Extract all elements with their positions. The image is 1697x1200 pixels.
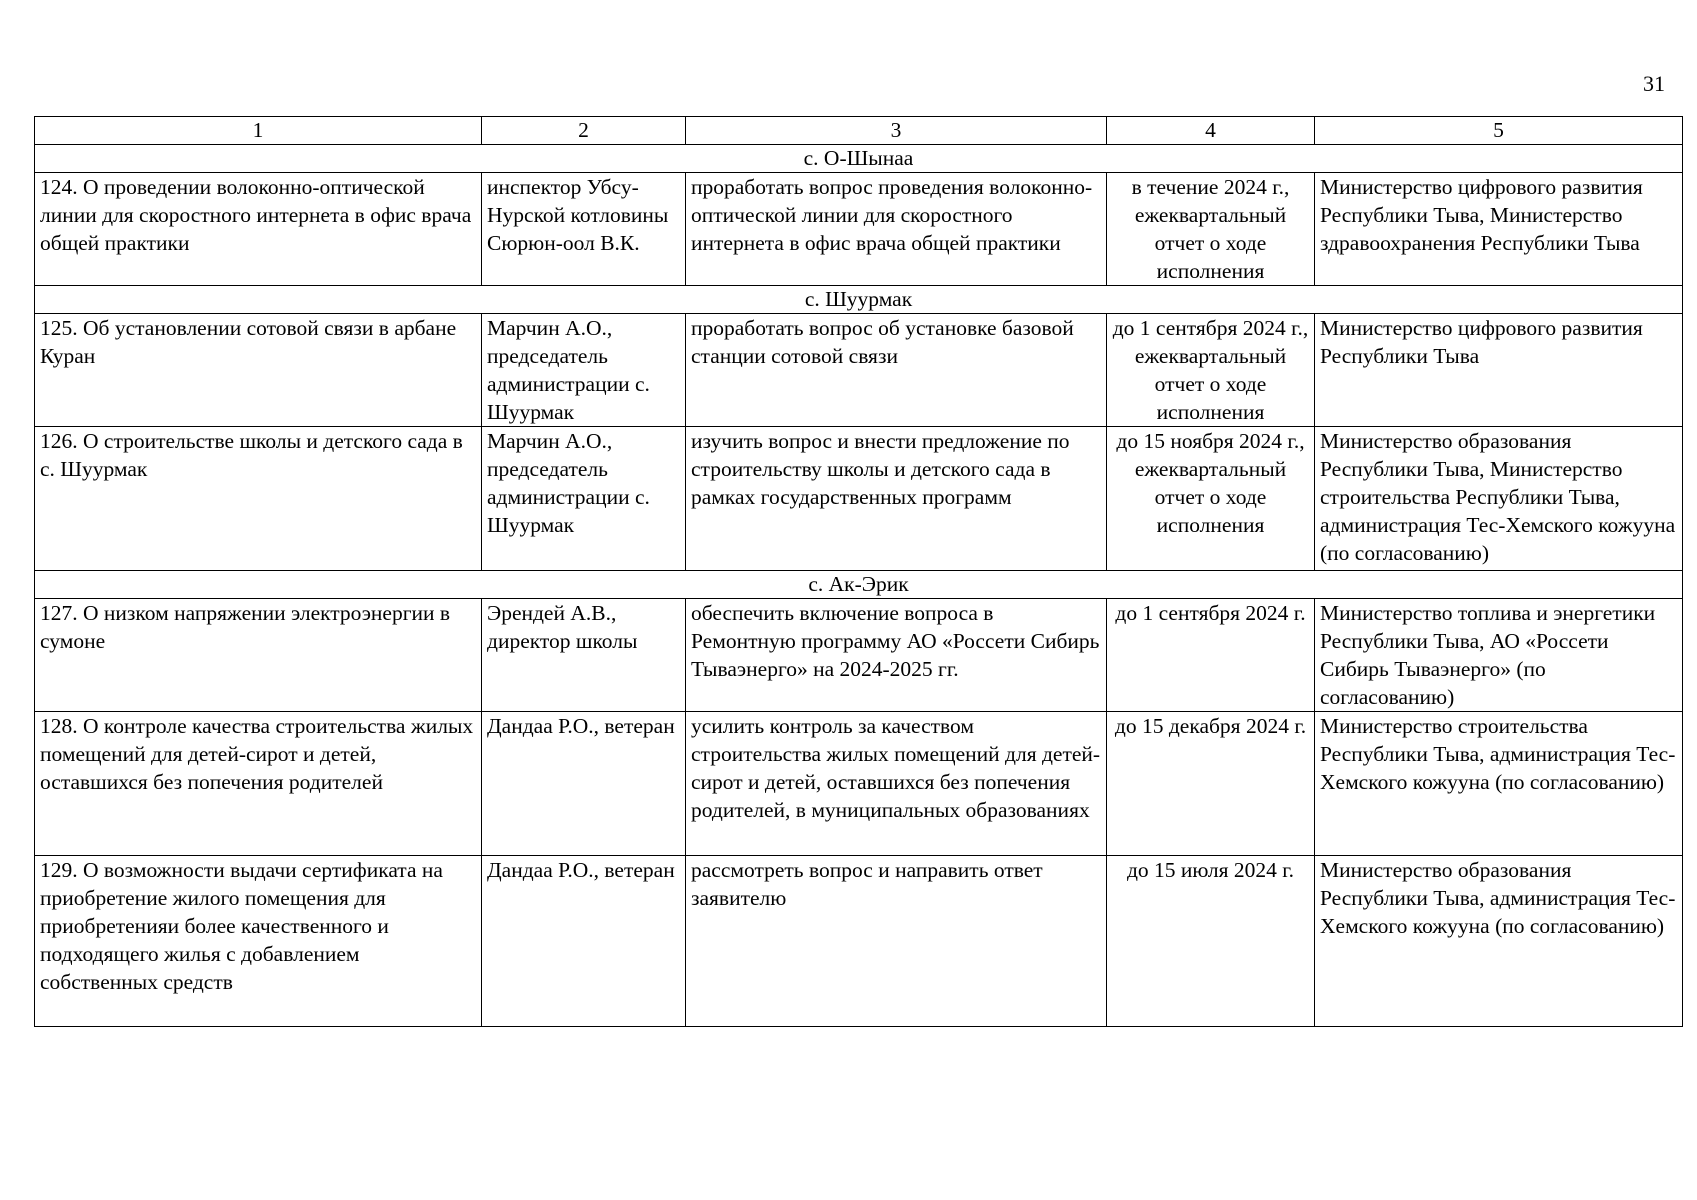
table-row: [35, 856, 1683, 1027]
deadline-cell: до 15 июля 2024 г.: [1107, 856, 1315, 1027]
column-header: 5: [1315, 117, 1683, 145]
action-cell: проработать вопрос об установке базовой станции сотовой связи: [686, 314, 1107, 427]
column-header: 2: [482, 117, 686, 145]
deadline-cell: в течение 2024 г., ежеквартальный отчет о ходе исполнения: [1107, 173, 1315, 286]
topic-cell: 126. О строительстве школы и детского сада в с. Шуурмак: [35, 427, 482, 571]
section-row: [35, 571, 1683, 599]
deadline-cell: до 15 ноября 2024 г., ежеквартальный отчет о ходе исполнения: [1107, 427, 1315, 571]
column-header: 1: [35, 117, 482, 145]
column-header: 4: [1107, 117, 1315, 145]
responsible-cell: Министерство строительства Республики Тыва, администрация Тес-Хемского кожууна (по согласованию): [1315, 712, 1683, 856]
table-row: [35, 173, 1683, 286]
page-number: 31: [1643, 71, 1665, 96]
responsible-cell: Министерство образования Республики Тыва, администрация Тес-Хемского кожууна (по согласованию): [1315, 856, 1683, 1027]
table-row: [35, 427, 1683, 571]
section-title: с. Ак-Эрик: [35, 571, 1683, 599]
topic-cell: 127. О низком напряжении электроэнергии в сумоне: [35, 599, 482, 712]
author-cell: Марчин А.О., председатель администрации с. Шуурмак: [482, 314, 686, 427]
author-cell: Марчин А.О., председатель администрации с. Шуурмак: [482, 427, 686, 571]
action-cell: усилить контроль за качеством строительства жилых помещений для детей-сирот и детей, оставшихся без попечения родителей, в муниципальных образованиях: [686, 712, 1107, 856]
section-title: с. О-Шынаа: [35, 145, 1683, 173]
section-title: с. Шуурмак: [35, 286, 1683, 314]
section-row: [35, 286, 1683, 314]
author-cell: Дандаа Р.О., ветеран: [482, 712, 686, 856]
responsible-cell: Министерство цифрового развития Республики Тыва: [1315, 314, 1683, 427]
responsible-cell: Министерство образования Республики Тыва, Министерство строительства Республики Тыва, администрация Тес-Хемского кожууна (по согласованию): [1315, 427, 1683, 571]
action-cell: проработать вопрос проведения волоконно-оптической линии для скоростного интернета в офис врача общей практики: [686, 173, 1107, 286]
topic-cell: 125. Об установлении сотовой связи в арбане Куран: [35, 314, 482, 427]
deadline-cell: до 15 декабря 2024 г.: [1107, 712, 1315, 856]
topic-cell: 129. О возможности выдачи сертификата на приобретение жилого помещения для приобретенияи более качественного и подходящего жилья с добавлением собственных средств: [35, 856, 482, 1027]
action-cell: изучить вопрос и внести предложение по строительству школы и детского сада в рамках государственных программ: [686, 427, 1107, 571]
column-header: 3: [686, 117, 1107, 145]
responsible-cell: Министерство топлива и энергетики Республики Тыва, АО «Россети Сибирь Тываэнерго» (по согласованию): [1315, 599, 1683, 712]
author-cell: Эрендей А.В., директор школы: [482, 599, 686, 712]
topic-cell: 124. О проведении волоконно-оптической линии для скоростного интернета в офис врача общей практики: [35, 173, 482, 286]
table-row: [35, 314, 1683, 427]
author-cell: Дандаа Р.О., ветеран: [482, 856, 686, 1027]
column-number-row: [35, 117, 1683, 145]
author-cell: инспектор Убсу-Нурской котловины Сюрюн-оол В.К.: [482, 173, 686, 286]
topic-cell: 128. О контроле качества строительства жилых помещений для детей-сирот и детей, оставшихся без попечения родителей: [35, 712, 482, 856]
table-row: [35, 599, 1683, 712]
action-cell: обеспечить включение вопроса в Ремонтную программу АО «Россети Сибирь Тываэнерго» на 2024-2025 гг.: [686, 599, 1107, 712]
deadline-cell: до 1 сентября 2024 г., ежеквартальный отчет о ходе исполнения: [1107, 314, 1315, 427]
section-row: [35, 145, 1683, 173]
resolution-table: [34, 116, 1683, 1027]
deadline-cell: до 1 сентября 2024 г.: [1107, 599, 1315, 712]
table-row: [35, 712, 1683, 856]
responsible-cell: Министерство цифрового развития Республики Тыва, Министерство здравоохранения Республики Тыва: [1315, 173, 1683, 286]
action-cell: рассмотреть вопрос и направить ответ заявителю: [686, 856, 1107, 1027]
